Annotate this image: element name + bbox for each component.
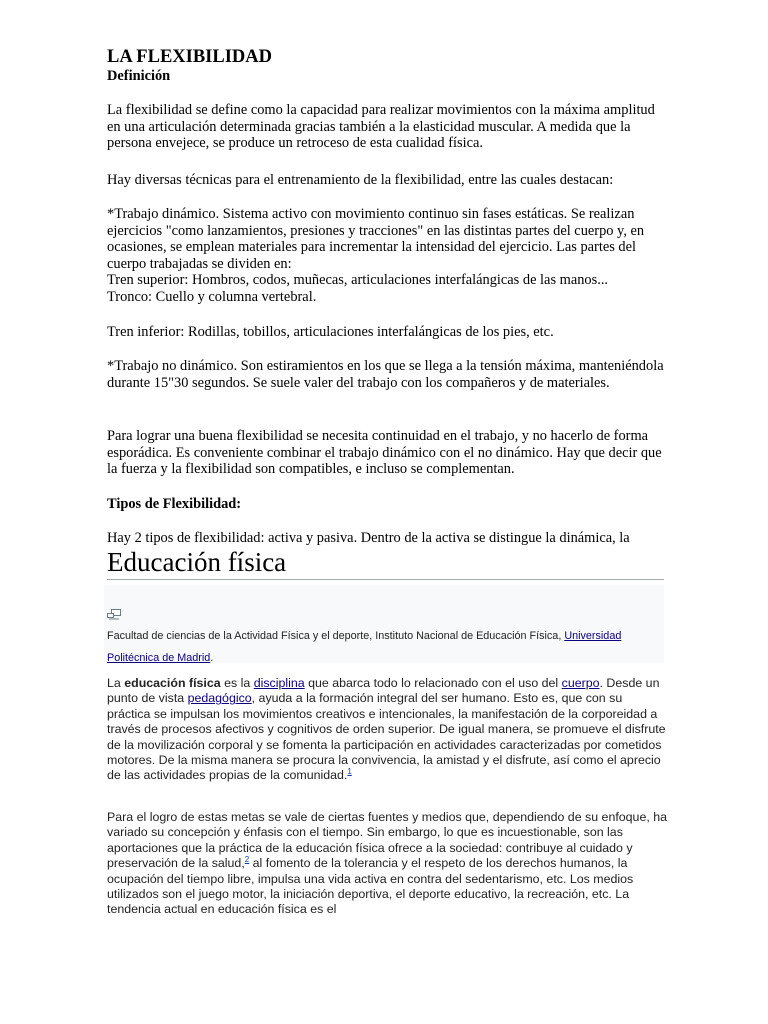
link-universidad-politecnica[interactable]: Universidad Politécnica de Madrid <box>107 630 622 664</box>
text: es la <box>220 676 254 690</box>
text: que abarca todo lo relacionado con el uso del <box>304 676 562 690</box>
link-pedagogico[interactable]: pedagógico <box>187 691 252 706</box>
article-title: Educación física <box>107 547 664 580</box>
text: , ayuda a la formación integral del ser humano. Esto es, que con su práctica se impulsan los movimientos creativos e intencionales, la manifestación de la corporeidad a través de procesos afectivos y cognitivos de orden superior. De igual manera, se promueve el disfrute de la movilización corporal y se fomenta la participación en actividades caracterizadas por cometidos motores. De la misma manera se procura la convivencia, la amistad y el disfrute, así como el aprecio de las actividades propias de la comunidad. <box>107 691 666 783</box>
link-cuerpo[interactable]: cuerpo <box>561 676 600 690</box>
paragraph-continuity: Para lograr una buena flexibilidad se necesita continuidad en el trabajo, y no hacerlo de forma esporádica. Es conveniente combinar el trabajo dinámico con el no dinámico. Hay que decir que la fuerza y la flexibilidad son compatibles, e incluso se complementan. <box>107 428 662 478</box>
text: . Desde un punto de vista <box>107 676 660 706</box>
reference-link-1[interactable]: 1 <box>347 767 352 777</box>
bold-term: educación física <box>124 676 221 690</box>
image-caption-box <box>104 585 664 663</box>
text: Para el logro de estas metas se vale de ciertas fuentes y medios que, dependiendo de su enfoque, ha variado su concepción y énfasis con el tiempo. Sin embargo, lo que es incuestionable, son las aportaciones que la práctica de la educación física ofrece a la sociedad: contribuye al cuidado y preservación de la salud, <box>107 810 668 871</box>
reference-1[interactable] <box>347 767 351 776</box>
paragraph-lower-body: Tren inferior: Rodillas, tobillos, articulaciones interfalángicas de los pies, etc. <box>107 324 554 340</box>
heading-flexibility-types: Tipos de Flexibilidad: <box>107 496 242 512</box>
link-disciplina[interactable]: disciplina <box>253 676 305 690</box>
caption-end: . <box>210 652 214 664</box>
paragraph-techniques-intro: Hay diversas técnicas para el entrenamiento de la flexibilidad, entre las cuales destacan: <box>107 172 614 188</box>
paragraph-dynamic-work: *Trabajo dinámico. Sistema activo con movimiento continuo sin fases estáticas. Se realizan ejercicios "como lanzamientos, presiones y tracciones" en las distintas partes del cuerpo y, en ocasiones, se emplean materiales para incrementar la intensidad del ejercicio. Las partes del cuerpo trabajadas se dividen en: Tren superior: Hombros, codos, muñecas, articulaciones interfalángicas de las manos... Tronco: Cuello y columna vertebral. <box>107 206 645 305</box>
article-paragraph-2 <box>107 810 667 918</box>
caption-text: Facultad de ciencias de la Actividad Física y el deporte, Instituto Nacional de Educación Física, <box>107 630 565 642</box>
paragraph-static-work: *Trabajo no dinámico. Son estiramientos en los que se llega a la tensión máxima, manteniéndola durante 15"30 segundos. Se suele valer del trabajo con los compañeros y de materiales. <box>107 358 664 391</box>
paragraph-definition: La flexibilidad se define como la capacidad para realizar movimientos con la máxima amplitud en una articulación determinada gracias también a la elasticidad muscular. A medida que la persona envejece, se produce un retroceso de esta cualidad física. <box>107 102 655 152</box>
image-caption <box>107 625 657 669</box>
article-paragraph-1 <box>107 676 667 784</box>
text: al fomento de la tolerancia y el respeto de los derechos humanos, la ocupación del tiempo libre, impulsa una vida activa en contra del sedentarismo, etc. Los medios utilizados son el juego motor, la iniciación deportiva, el deporte educativo, la recreación, etc. La tendencia actual en educación física es el <box>107 856 634 917</box>
text: La <box>107 676 125 690</box>
paragraph-flexibility-types: Hay 2 tipos de flexibilidad: activa y pasiva. Dentro de la activa se distingue la dinámica, la <box>107 530 630 546</box>
document-title: LA FLEXIBILIDAD <box>107 47 273 67</box>
document-subtitle: Definición <box>107 68 171 84</box>
reference-link-2[interactable]: 2 <box>244 855 250 865</box>
magnify-clip-icon[interactable] <box>107 607 121 618</box>
